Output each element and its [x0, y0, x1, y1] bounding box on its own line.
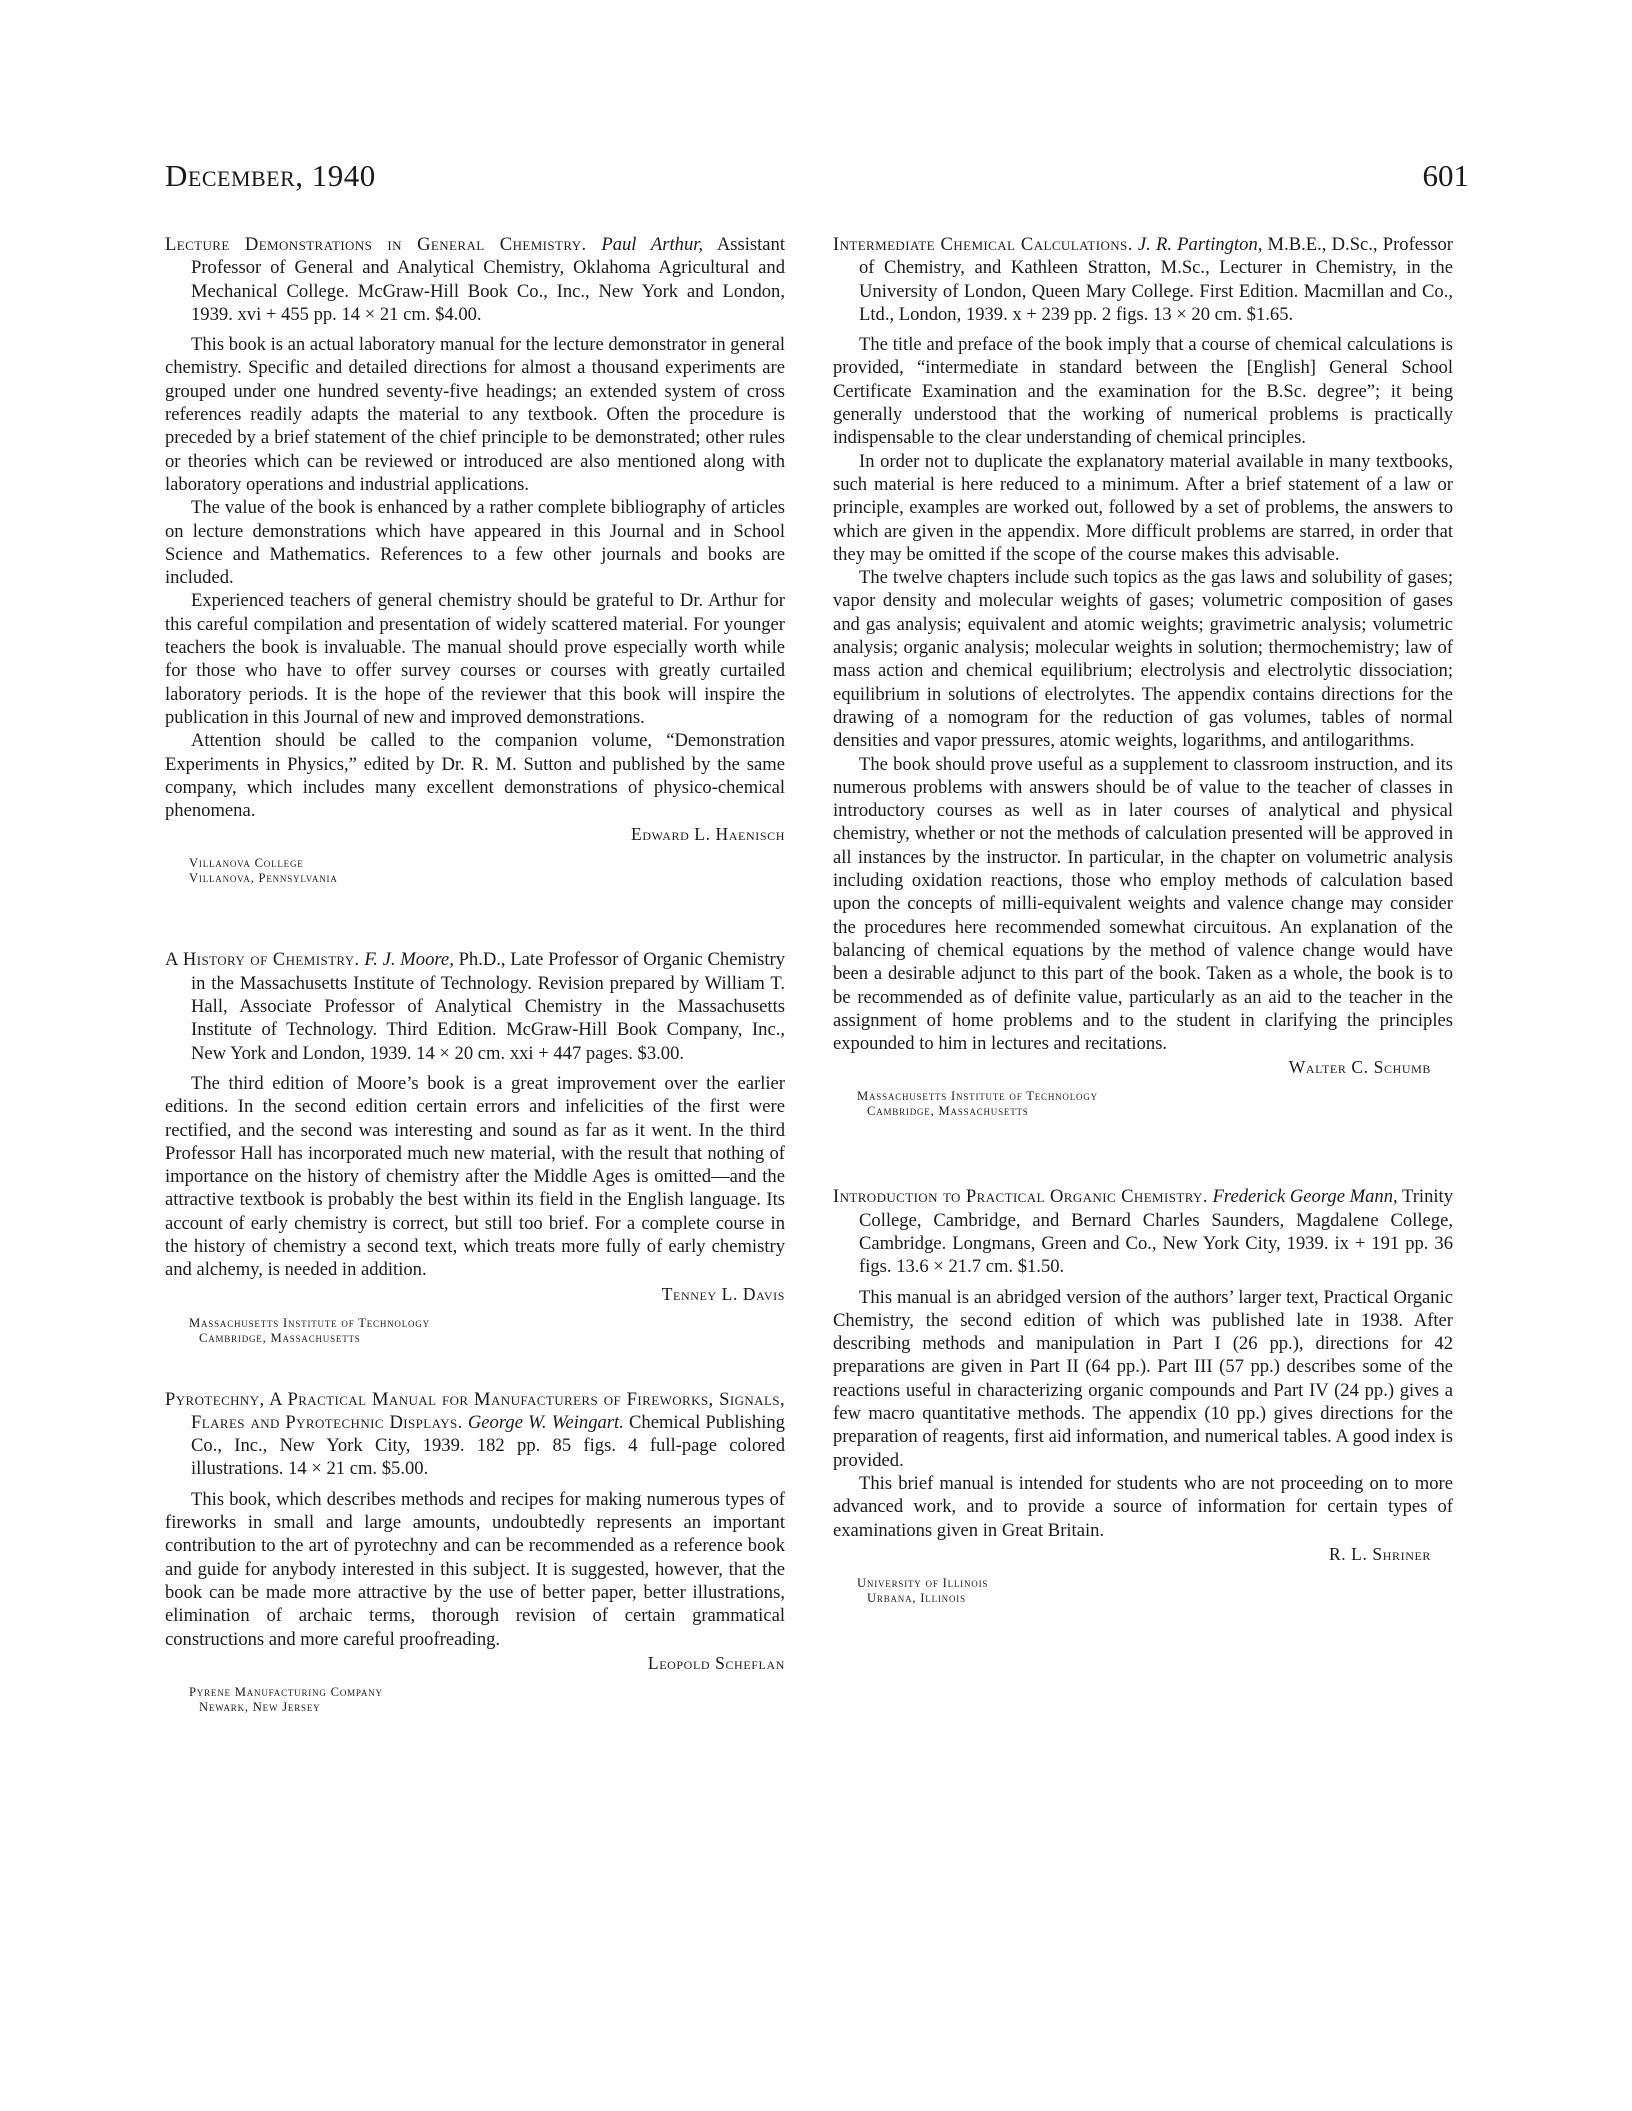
affiliation-location: Cambridge, Massachusetts — [199, 1330, 361, 1345]
reviewer-signature: Leopold Scheflan — [647, 1652, 785, 1673]
reviewer-signature: Tenney L. Davis — [661, 1283, 785, 1304]
reviewer-signature: Walter C. Schumb — [1288, 1057, 1431, 1078]
review-paragraph: The twelve chapters include such topics as the gas laws and solubility of gases; vapor density and molecular weights of gases; volumetric composition of gases and gas analysis; equivalent and atomic weights; gravimetric analysis; volumetric analysis; organic analysis; molecular weights in solution; thermochemistry; law of mass action and chemical equilibrium; electrolysis and electrolytic dissociation; equilibrium in solutions of electrolytes. The appendix contains directions for the drawing of a nomogram for the reduction of gas volumes, tables of normal densities and vapor pressures, atomic weights, logarithms, and antilogarithms. — [833, 567, 1453, 752]
review-paragraph: This brief manual is intended for students who are not proceeding on to more advanced work, and to provide a source of information for certain types of examinations given in Great Britain. — [833, 1472, 1453, 1541]
review-citation — [833, 1185, 1453, 1278]
review-pyrotechny — [165, 1388, 785, 1715]
book-title: Lecture Demonstrations in General Chemistry. — [165, 234, 587, 255]
review-paragraph: The title and preface of the book imply that a course of chemical calculations is provided, “intermediate in standard between the [English] General School Certificate Examination and the examination for the B.Sc. degree”; it being generally understood that the working of numerical problems is practically indispensable to the clear understanding of chemical principles. — [833, 334, 1453, 449]
review-paragraph: The book should prove useful as a supplement to classroom instruction, and its numerous problems with answers should be of value to the teacher of classes in introductory courses as well as in later courses of analytical and physical chemistry, whether or not the methods of calculation presented will be approved in all instances by the instructor. In particular, in the chapter on volumetric analysis including oxidation reactions, those who employ methods of calculation based upon the concepts of milli-equivalent weights and valence change may consider the procedures here recommended somewhat circuitous. An explanation of the balancing of chemical equations by the method of valence change would have been a desirable adjunct to this part of the book. Taken as a whole, the book is to be recommended as of definite value, particularly as an aid to the teacher in the assignment of home problems and to the student in clarifying the principles expounded to him in lectures and recitations. — [833, 753, 1453, 1055]
review-paragraph: Attention should be called to the companion volume, “Demonstration Experiments in Physics,” edited by Dr. R. M. Sutton and published by the same company, which includes many excellent demonstrations of physico-chemical phenomena. — [165, 730, 785, 822]
page-number: 601 — [1422, 158, 1469, 193]
book-title: Introduction to Practical Organic Chemistry. — [833, 1186, 1208, 1208]
affiliation-location: Villanova, Pennsylvania — [189, 871, 338, 886]
reviewer-affiliation — [857, 1576, 1453, 1606]
review-citation — [165, 1388, 785, 1481]
affiliation-location: Newark, New Jersey — [199, 1699, 321, 1714]
review-paragraph: In order not to duplicate the explanatory material available in many textbooks, such material is here reduced to a minimum. After a brief statement of a law or principle, examples are worked out, followed by a set of problems, the answers to which are given in the appendix. More difficult problems are starred, in order that they may be omitted if the scope of the course makes this advisable. — [833, 450, 1453, 565]
review-citation — [165, 233, 785, 326]
reviewer-signature: Edward L. Haenisch — [631, 824, 785, 845]
affiliation-institution: Pyrene Manufacturing Company — [189, 1684, 383, 1699]
right-column — [833, 233, 1453, 1606]
review-paragraph: This book is an actual laboratory manual for the lecture demonstrator in general chemistry. Specific and detailed directions for almost a thousand experiments are grouped under one hundred seventy-five headings; an extended system of cross references readily adapts the material to any textbook. Often the procedure is preceded by a brief statement of the chief principle to be demonstrated; other rules or theories which can be reviewed or introduced are also mentioned along with laboratory operations and industrial applications. — [165, 334, 785, 495]
reviewer-signature: R. L. Shriner — [1328, 1543, 1431, 1564]
reviewer-affiliation — [189, 1685, 785, 1715]
book-title: Intermediate Chemical Calculations. — [833, 234, 1133, 255]
reviewer-affiliation — [189, 1316, 785, 1346]
book-details: Trinity College, Cambridge, and Bernard Charles Saunders, Magdalene College, Cambridge. Longmans, Green and Co., New York City, 1939. ix + 191 pp. 36 figs. 13.6 × 21.7 cm. $1.50. — [859, 1186, 1453, 1278]
book-details: Ph.D., Late Professor of Organic Chemistry in the Massachusetts Institute of Technology. Revision prepared by William T. Hall, Associate Professor of Analytical Chemistry in the Massachusetts Institute of Technology. Third Edition. McGraw-Hill Book Company, Inc., New York and London, 1939. 14 × 20 cm. xxi + 447 pages. $3.00. — [191, 949, 785, 1064]
reviewer-affiliation — [857, 1089, 1453, 1119]
book-author: George W. Weingart. — [467, 1411, 624, 1433]
review-paragraph: The value of the book is enhanced by a rather complete bibliography of articles on lecture demonstrations which have appeared in this Journal and in School Science and Mathematics. References to a few other journals and books are included. — [165, 497, 785, 589]
left-column — [165, 233, 785, 1715]
book-title: Pyrotechny, A Practical Manual for Manufacturers of Fireworks, Signals, Flares and Pyrotechnic Displays. — [165, 1388, 785, 1433]
review-lecture-demonstrations — [165, 233, 785, 886]
book-title: A History of Chemistry. — [165, 949, 360, 971]
reviewer-affiliation — [189, 856, 785, 886]
book-details: Assistant Professor of General and Analytical Chemistry, Oklahoma Agricultural and Mechanical College. McGraw-Hill Book Co., Inc., New York and London, 1939. xvi + 455 pp. 14 × 21 cm. $4.00. — [191, 234, 786, 325]
review-paragraph: Experienced teachers of general chemistry should be grateful to Dr. Arthur for this careful compilation and presentation of widely scattered material. For younger teachers the book is invaluable. The manual should prove especially worth while for those who have to offer survey courses or courses with greatly curtailed laboratory periods. It is the hope of the reviewer that this book will inspire the publication in this Journal of new and improved demonstrations. — [165, 590, 785, 728]
page-header — [165, 158, 1469, 202]
affiliation-institution: Massachusetts Institute of Technology — [857, 1089, 1098, 1104]
affiliation-location: Cambridge, Massachusetts — [867, 1104, 1029, 1119]
affiliation-institution: Massachusetts Institute of Technology — [189, 1315, 430, 1330]
review-citation — [165, 948, 785, 1064]
affiliation-institution: University of Illinois — [857, 1575, 989, 1590]
review-intermediate-calculations — [833, 233, 1453, 1119]
issue-date: December, 1940 — [165, 158, 376, 193]
book-details: Chemical Publishing Co., Inc., New York City, 1939. 182 pp. 85 figs. 4 full-page colored illustrations. 14 × 21 cm. $5.00. — [191, 1411, 785, 1480]
book-details: M.B.E., D.Sc., Professor of Chemistry, and Kathleen Stratton, M.Sc., Lecturer in Chemistry, in the University of London, Queen Mary College. First Edition. Macmillan and Co., Ltd., London, 1939. x + 239 pp. 2 figs. 13 × 20 cm. $1.65. — [859, 234, 1453, 325]
book-author: Paul Arthur, — [601, 234, 704, 255]
affiliation-location: Urbana, Illinois — [867, 1590, 966, 1605]
affiliation-institution: Villanova College — [189, 856, 304, 871]
review-paragraph: This manual is an abridged version of the authors’ larger text, Practical Organic Chemistry, the second edition of which was published late in 1938. After describing methods and manipulation in Part I (26 pp.), directions for 42 preparations are given in Part II (64 pp.). Part III (57 pp.) describes some of the reactions useful in characterizing organic compounds and Part IV (24 pp.) gives a few macro quantitative methods. The appendix (10 pp.) gives directions for the preparation of reagents, first aid information, and numerical tables. A good index is provided. — [833, 1286, 1453, 1471]
review-history-of-chemistry — [165, 948, 785, 1345]
review-citation — [833, 233, 1453, 326]
book-author: F. J. Moore, — [364, 949, 454, 971]
book-author: J. R. Partington, — [1137, 234, 1263, 255]
review-paragraph: The third edition of Moore’s book is a great improvement over the earlier editions. In the second edition certain errors and infelicities of the first were rectified, and the second was interesting and sound as far as it went. In the third Professor Hall has incorporated much new material, with the result that nothing of importance on the history of chemistry after the Middle Ages is omitted—and the attractive textbook is probably the best within its field in the English language. Its account of early chemistry is correct, but still too brief. For a complete course in the history of chemistry a second text, which treats more fully of early chemistry and alchemy, is needed in addition. — [165, 1072, 785, 1281]
review-paragraph: This book, which describes methods and recipes for making numerous types of fireworks in small and large amounts, undoubtedly represents an important contribution to the art of pyrotechny and can be recommended as a reference book and guide for anybody interested in this subject. It is suggested, however, that the book can be made more attractive by the use of better paper, better illustrations, elimination of archaic terms, thorough revision of certain grammatical constructions and more careful proofreading. — [165, 1488, 785, 1650]
book-author: Frederick George Mann, — [1212, 1186, 1398, 1208]
review-practical-organic-chemistry — [833, 1185, 1453, 1605]
